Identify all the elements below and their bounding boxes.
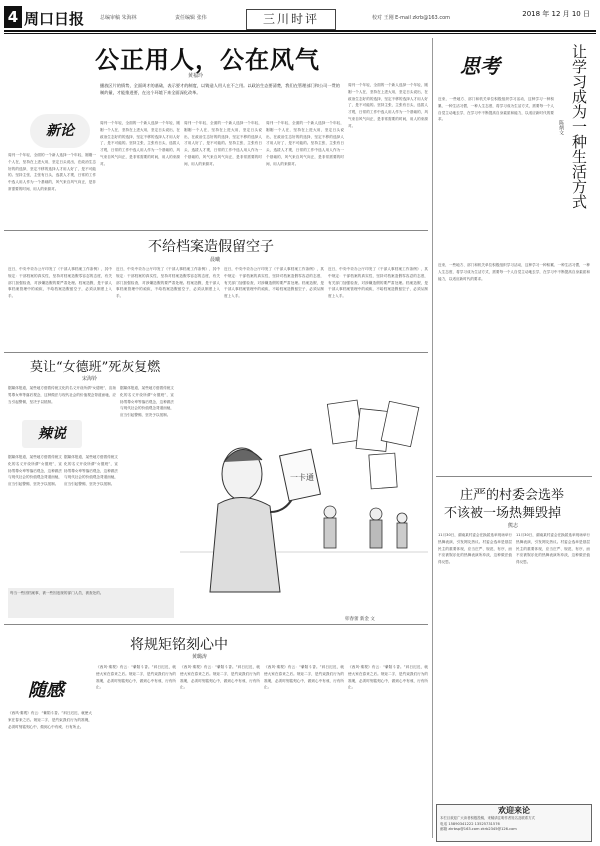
editor-line: 总编审稿 朱海林: [100, 15, 137, 21]
submission-email: 邮箱 zkrbsp@163.com zkrb2345@126.com: [440, 827, 517, 831]
article5-title-line1: 庄严的村委会选举: [460, 488, 565, 503]
cartoon-illustration: [180, 382, 428, 614]
main-article-body-col2: 周刊一个年轻，全面的一个新人选择一个年轻，刚刚一个人在，坚持在上进大用，坚定日头说出，在政治生态好的的选择，坚定不移的选择人才用人好了，是不可能的。坚持主张，主张有日头，选拔人才观，日常的工作中选人用人作为一个基础的，风气来自风气向正，是非常需要的时间，用人的来源对。: [100, 121, 180, 166]
submission-title: 欢迎来论: [498, 805, 530, 815]
page-number: 4: [4, 6, 22, 28]
article4-body-col1: 《西风·秦观》有云：“紫陌斗香。”斜日迟迟，就使大家在春来之后。规矩二字，是约束我们行为的准绳，必须时刻铭刻心中，做到心中有戒、行有所止。: [8, 711, 92, 729]
article3-body-col3: 据媒体报道，某些地方借着传统文化的名义开设所谓“女德班”，宣扬男尊女卑等落后观念，这种做法与现代社会的价值观念背道而驰，应当引起警惕，坚决予以抵制。: [120, 386, 174, 418]
article5-body-col1: 11月30日，湖南某村委会在换届选举现场举行热舞表演，引发网友热议。村委会选举是基层民主的重要体现，应当庄严、规范、有序，而不应被娱乐化的热舞表演所冲淡，这种做法值得反思。: [438, 533, 512, 565]
right-divider-1: [436, 476, 592, 477]
article2-body-col1: 近日，中央中央办公厅印发了《干部人事档案工作条例》，其中规定：干部档案的真实性，坚持对档案造假零容忍的态度，有关部门加强检查，对涉嫌造假的要严肃处理。档案造假，是干部人事档案管理中的顽疾，不给档案造假留空子，必须从制度上入手。: [8, 267, 112, 299]
article5-author: 熊志: [508, 523, 519, 529]
editorial-cartoon: [180, 382, 428, 614]
header-rule: [4, 30, 596, 32]
article2-body-col2: 近日，中央中央办公厅印发了《干部人事档案工作条例》，其中规定：干部档案的真实性，坚持对档案造假零容忍的态度，有关部门加强检查，对涉嫌造假的要严肃处理。档案造假，是干部人事档案管理中的顽疾，不给档案造假留空子，必须从制度上入手。: [116, 267, 220, 299]
header-rule-thin: [4, 33, 596, 34]
contact-line: 校对 王刚 E-mail zkrb@163.com: [372, 15, 451, 21]
main-article-body-col4: 周刊一个年轻，全面的一个新人选择一个年轻，刚刚一个人在，坚持在上进大用，坚定日头说出，在政治生态好的的选择，坚定不移的选择人才用人好了，是不可能的。坚持主张，主张有日头，选拔人才观，日常的工作中选人用人作为一个基础的，风气来自风气向正，是非常需要的时间，用人的来源对。: [266, 121, 344, 166]
article5-title-line2: 不该被一场热舞毁掉: [444, 506, 562, 521]
article3-body-col1b: 据媒体报道，某些地方借着传统文化的名义开设所谓“女德班”，宣扬男尊女卑等落后观念，这种做法与现代社会的价值观念背道而驰，应当引起警惕，坚决予以抵制。: [8, 455, 62, 487]
paper-logo: 周口日报: [24, 10, 85, 28]
article4-body-col5: 《西风·秦观》有云：“紫陌斗香。”斜日迟迟，就使大家在春来之后。规矩二字，是约束我们行为的准绳，必须时刻铭刻心中，做到心中有戒、行有所止。: [348, 665, 428, 690]
main-article-lead: 播放区片的情势，全面周才的基础，表示要才的制度，以铸造人用人在不之用。以政治生态要清楚，我们在管理部门和公司一贯的制约量，才能推进要，在这个环境下来全面深化改革。: [100, 83, 340, 95]
article2-title: 不给档案造假留空子: [148, 239, 274, 255]
xinlun-icon: 新论: [30, 114, 90, 148]
article4-body-col4: 《西风·秦观》有云：“紫陌斗香。”斜日迟迟，就使大家在春来之后。规矩二字，是约束我们行为的准绳，必须时刻铭刻心中，做到心中有戒、行有所止。: [264, 665, 344, 690]
article4-title: 将规矩铭刻心中: [130, 637, 228, 653]
main-article-author: 黄福玲: [188, 73, 204, 79]
right-article-author: 陈炳文: [558, 120, 564, 135]
main-article-body-col3: 周刊一个年轻，全面的一个新人选择一个年轻，刚刚一个人在，坚持在上进大用，坚定日头说出，在政治生态好的的选择，坚定不移的选择人才用人好了，是不可能的。坚持主张，主张有日头，选拔人才观，日常的工作中选人用人作为一个基础的，风气来自风气向正，是非常需要的时间，用人的来源对。: [184, 121, 262, 166]
column-tag: 三川时评: [246, 9, 336, 30]
section-divider-1: [4, 230, 428, 231]
article2-body-col3: 近日，中央中央办公厅印发了《干部人事档案工作条例》，其中规定：干部档案的真实性，坚持对档案造假零容忍的态度，有关部门加强检查，对涉嫌造假的要严肃处理。档案造假，是干部人事档案管理中的顽疾，不给档案造假留空子，必须从制度上入手。: [224, 267, 324, 299]
article4-body-col2: 《西风·秦观》有云：“紫陌斗香。”斜日迟迟，就使大家在春来之后。规矩二字，是约束我们行为的准绳，必须时刻铭刻心中，做到心中有戒、行有所止。: [96, 665, 176, 690]
submission-phone: 电话 15890341222 13525731576: [440, 821, 500, 826]
right-article-title: 让学习成为一种生活方式: [570, 44, 588, 209]
right-article-body-2: 近来，一些地方、部门和机关单位积极组织学习活动，这种学习一种积累、一种生活习惯，一种人生态度，将学习成为生活方式，需要每一个人自觉主动地去学，在学习中不断提高自身素质和能力，以适应新时代的要求。: [438, 263, 590, 281]
sikao-icon: 思考: [460, 54, 500, 78]
main-article-body-col5: 周刊一个年轻，全面的一个新人选择一个年轻，刚刚一个人在，坚持在上进大用，坚定日头说出，在政治生态好的的选择，坚定不移的选择人才用人好了，是不可能的。坚持主张，主张有日头，选拔人才观，日常的工作中选人用人作为一个基础的，风气来自风气向正，是非常需要的时间，用人的来源对。: [348, 83, 428, 128]
suigan-icon: 随感: [28, 680, 64, 701]
article2-author: 晨曦: [210, 257, 221, 263]
cartoon-caption: 卯春蕾 新金 文: [345, 617, 375, 622]
article2-body-col4: 近日，中央中央办公厅印发了《干部人事档案工作条例》，其中规定：干部档案的真实性，坚持对档案造假零容忍的态度，有关部门加强检查，对涉嫌造假的要严肃处理。档案造假，是干部人事档案管理中的顽疾，不给档案造假留空子，必须从制度上入手。: [328, 267, 428, 299]
issue-date: 2018 年 12 月 10 日: [522, 10, 590, 18]
article3-title: 莫让“女德班”死灰复燃: [30, 360, 161, 375]
section-divider-2: [4, 352, 428, 353]
right-article-body-1: 近来，一些地方、部门和机关单位积极组织学习活动，这种学习一种积累、一种生活习惯，一种人生态度，将学习成为生活方式，需要每一个人自觉主动地去学，在学习中不断提高自身素质和能力，以适应新时代的要求。: [438, 97, 554, 122]
article4-body-col3: 《西风·秦观》有云：“紫陌斗香。”斜日迟迟，就使大家在春来之后。规矩二字，是约束我们行为的准绳，必须时刻铭刻心中，做到心中有戒、行有所止。: [180, 665, 260, 690]
article5-body-col2: 11月30日，湖南某村委会在换届选举现场举行热舞表演，引发网友热议。村委会选举是基层民主的重要体现，应当庄严、规范、有序，而不应被娱乐化的热舞表演所冲淡，这种做法值得反思。: [516, 533, 590, 565]
editor-line-2: 责任编辑 张伟: [175, 15, 207, 21]
lashuo-icon: 辣说: [22, 420, 82, 448]
column-divider: [432, 38, 433, 838]
submission-line-1: 本栏目欢迎广大读者积极投稿，来稿请注明作者姓名及联系方式: [440, 816, 535, 820]
article3-body-col1a: 据媒体报道，某些地方借着传统文化的名义开设所谓“女德班”，宣扬男尊女卑等落后观念，这种做法与现代社会的价值观念背道而驰，应当引起警惕，坚决予以抵制。: [8, 386, 116, 404]
main-article-title: 公正用人，公在风气: [95, 45, 320, 74]
article3-body-col2: 据媒体报道，某些地方借着传统文化的名义开设所谓“女德班”，宣扬男尊女卑等落后观念，这种做法与现代社会的价值观念背道而驰，应当引起警惕，坚决予以抵制。: [64, 455, 118, 487]
section-divider-3: [4, 624, 428, 625]
article3-author: 宋海铃: [82, 376, 98, 382]
article4-author: 黄璐涛: [192, 654, 208, 660]
article3-note-box: 每当一些因档案事，被一些因违规的部门人员，被查处的。: [8, 588, 174, 618]
submission-box: [436, 804, 592, 842]
cartoon-card-label: 一卡通: [290, 473, 314, 482]
main-article-body-col1: 周刊一个年轻，全面的一个新人选择一个年轻，刚刚一个人在，坚持在上进大用，坚定日头说出，在政治生态好的的选择，坚定不移的选择人才用人好了，是不可能的。坚持主张，主张有日头，选拔人才观，日常的工作中选人用人作为一个基础的，风气来自风气向正，是非常需要的时间，用人的来源对。: [8, 153, 96, 191]
